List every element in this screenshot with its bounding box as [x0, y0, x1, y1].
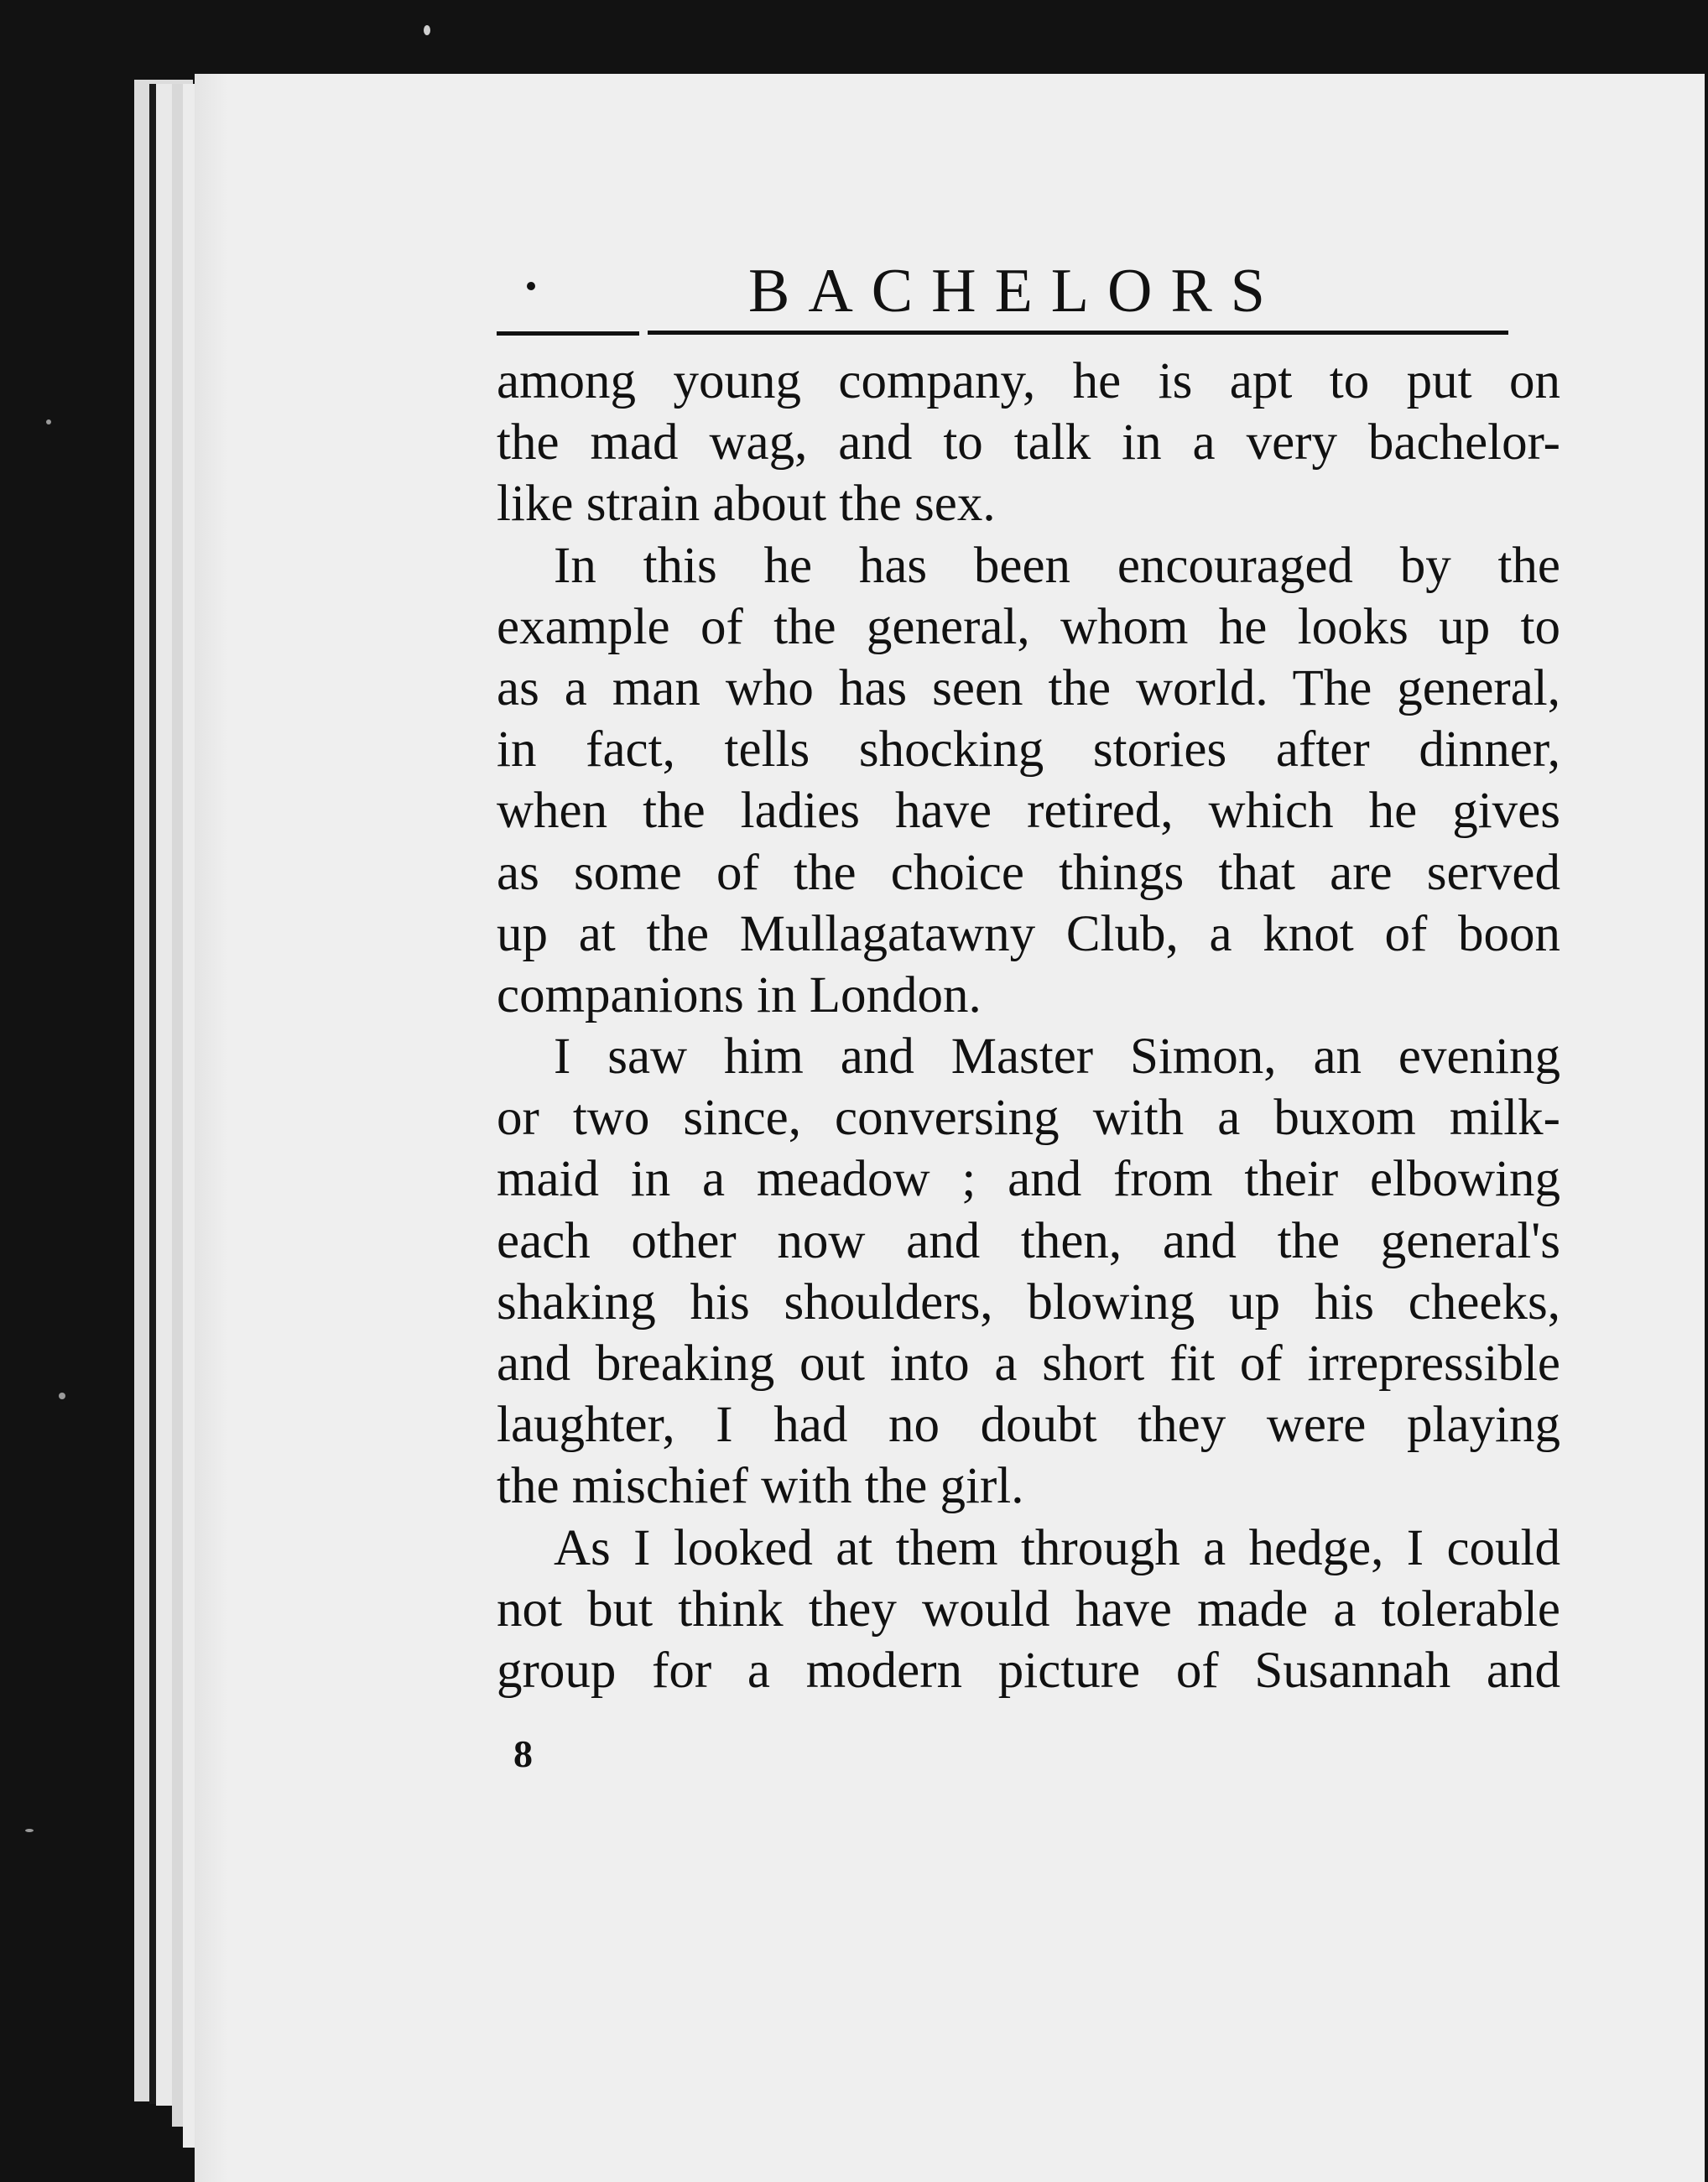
- scan-speck: [46, 419, 51, 424]
- body-text: [497, 351, 1560, 1701]
- text-line: the mischief with the girl.: [497, 1458, 1024, 1515]
- running-head: BACHELORS: [748, 257, 1284, 325]
- text-line: In this he has been encouraged by the: [554, 537, 1560, 594]
- scan-speck: [25, 1829, 34, 1832]
- text-line: group for a modern picture of Susannah and: [497, 1642, 1560, 1699]
- text-line: as a man who has seen the world. The general,: [497, 659, 1560, 716]
- text-line: as some of the choice things that are served: [497, 844, 1560, 901]
- text-line: maid in a meadow ; and from their elbowing: [497, 1151, 1560, 1208]
- text-line: each other now and then, and the general's: [497, 1212, 1560, 1269]
- scan-speck: [424, 25, 430, 35]
- text-line: like strain about the sex.: [497, 476, 996, 533]
- text-line: companions in London.: [497, 966, 982, 1023]
- text-line: As I looked at them through a hedge, I could: [554, 1519, 1560, 1576]
- text-line: laughter, I had no doubt they were playing: [497, 1397, 1560, 1454]
- text-line: not but think they would have made a tolerable: [497, 1581, 1560, 1638]
- text-line: when the ladies have retired, which he gives: [497, 783, 1560, 840]
- text-line: or two since, conversing with a buxom milk-: [497, 1090, 1560, 1147]
- text-line: the mad wag, and to talk in a very bachelor-: [497, 414, 1560, 471]
- text-line: in fact, tells shocking stories after dinner,: [497, 721, 1560, 779]
- text-line: and breaking out into a short fit of irrepressible: [497, 1336, 1560, 1392]
- text-line: shaking his shoulders, blowing up his cheeks,: [497, 1273, 1560, 1331]
- text-line: example of the general, whom he looks up to: [497, 598, 1560, 655]
- scan-speck: [59, 1393, 65, 1399]
- ornament-dot: [527, 282, 535, 290]
- text-line: among young company, he is apt to put on: [497, 353, 1560, 409]
- header-rule-left: [497, 331, 639, 336]
- header-rule-right: [648, 331, 1508, 335]
- page-number: 8: [513, 1732, 533, 1775]
- text-line: up at the Mullagatawny Club, a knot of boon: [497, 905, 1560, 962]
- text-line: I saw him and Master Simon, an evening: [554, 1029, 1560, 1086]
